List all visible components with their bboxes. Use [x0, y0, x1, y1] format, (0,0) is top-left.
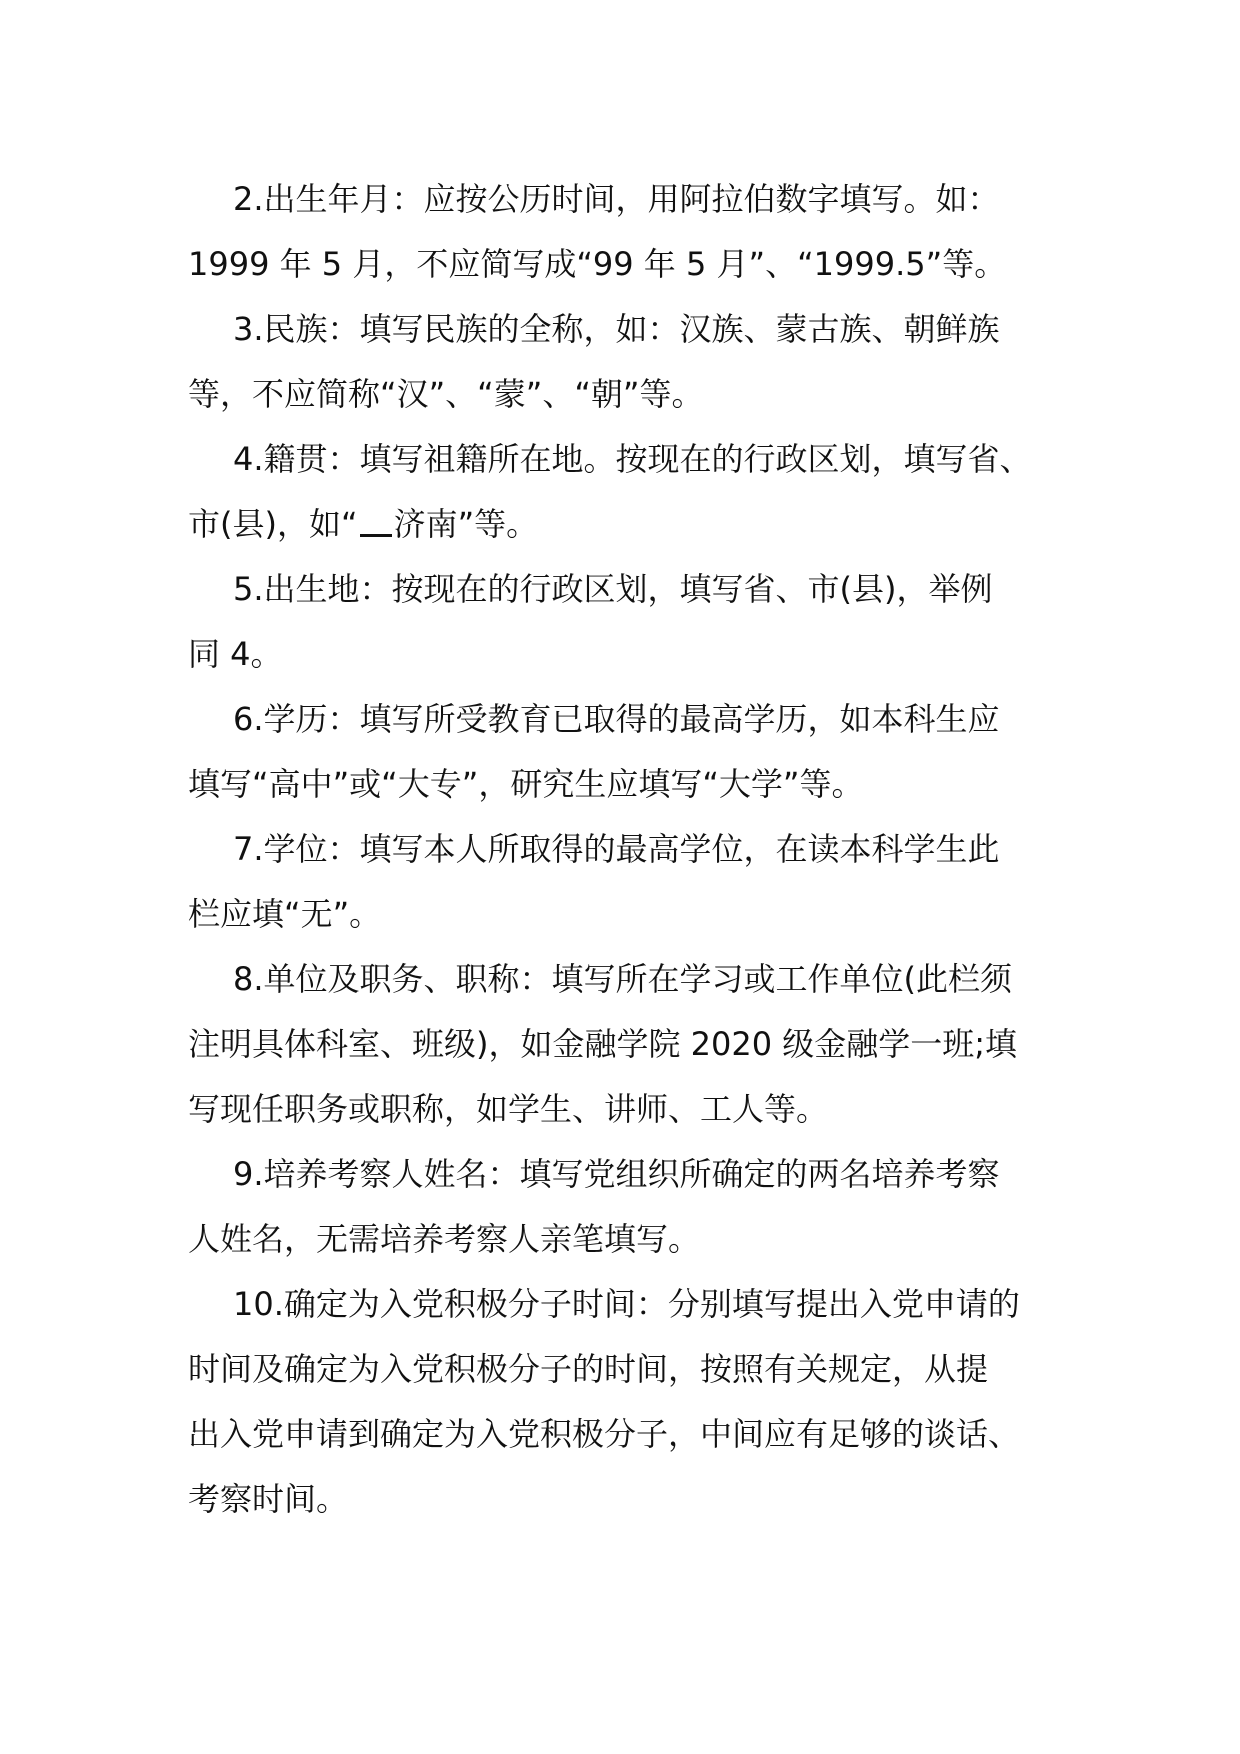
- item-line-part: 济南”等。: [393, 505, 539, 543]
- item-line-part: 市(县)，如“: [188, 505, 358, 543]
- item-line: 人姓名，无需培养考察人亲笔填写。: [188, 1220, 701, 1258]
- item-birth-date: [188, 167, 1048, 297]
- item-line: 6.学历：填写所受教育已取得的最高学历，如本科生应: [233, 700, 1000, 738]
- item-line-with-blank: [188, 492, 1048, 557]
- item-line: 7.学位：填写本人所取得的最高学位，在读本科学生此: [233, 830, 1000, 868]
- item-line: 2.出生年月：应按公历时间，用阿拉伯数字填写。如：: [233, 180, 1000, 218]
- item-line: 4.籍贯：填写祖籍所在地。按现在的行政区划，填写省、: [233, 440, 1032, 478]
- item-line: 栏应填“无”。: [188, 895, 382, 933]
- item-line: 出入党申请到确定为入党积极分子，中间应有足够的谈话、: [188, 1415, 1021, 1453]
- item-line: 考察时间。: [188, 1480, 349, 1518]
- item-ethnicity: [188, 297, 1048, 427]
- item-employer-and-title: [188, 947, 1048, 1142]
- item-activist-date: [188, 1272, 1048, 1532]
- item-line: 时间及确定为入党积极分子的时间，按照有关规定，从提: [188, 1350, 989, 1388]
- item-line: 注明具体科室、班级)，如金融学院 2020 级金融学一班;填: [188, 1025, 1018, 1063]
- item-line: 9.培养考察人姓名：填写党组织所确定的两名培养考察: [233, 1155, 1000, 1193]
- item-line: 3.民族：填写民族的全称，如：汉族、蒙古族、朝鲜族: [233, 310, 1000, 348]
- item-line: 等，不应简称“汉”、“蒙”、“朝”等。: [188, 375, 704, 413]
- item-birthplace: [188, 557, 1048, 687]
- item-degree: [188, 817, 1048, 947]
- item-line: 填写“高中”或“大专”，研究生应填写“大学”等。: [188, 765, 864, 803]
- item-line: 10.确定为入党积极分子时间：分别填写提出入党申请的: [233, 1285, 1020, 1323]
- item-mentor-names: [188, 1142, 1048, 1272]
- fill-in-blank: [360, 504, 392, 537]
- instructions-body: [188, 167, 1048, 1532]
- item-native-place: [188, 427, 1048, 557]
- item-line: 8.单位及职务、职称：填写所在学习或工作单位(此栏须: [233, 960, 1013, 998]
- item-line: 写现任职务或职称，如学生、讲师、工人等。: [188, 1090, 829, 1128]
- item-line: 5.出生地：按现在的行政区划，填写省、市(县)，举例: [233, 570, 993, 608]
- item-line: 同 4。: [188, 635, 283, 673]
- item-line: 1999 年 5 月，不应简写成“99 年 5 月”、“1999.5”等。: [188, 245, 1007, 283]
- item-education: [188, 687, 1048, 817]
